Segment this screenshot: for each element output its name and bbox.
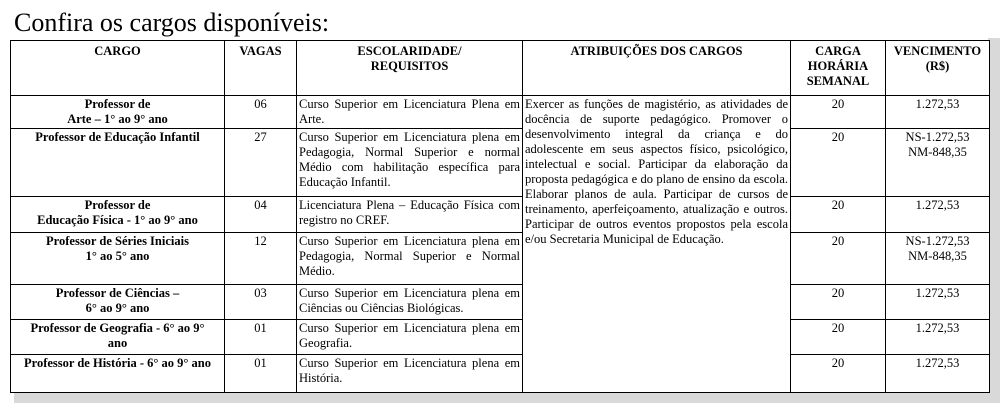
vagas-cell: 03 (225, 285, 297, 320)
cargo-cell: Professor de Séries Iniciais 1° ao 5° ano (11, 233, 225, 285)
cargo-cell: Professor de Geografia - 6° ao 9° ano (11, 320, 225, 355)
vagas-cell: 01 (225, 355, 297, 393)
escolaridade-cell: Curso Superior em Licenciatura plena em Geografia. (297, 320, 523, 355)
header-escolaridade: ESCOLARIDADE/ REQUISITOS (297, 41, 523, 96)
cargo-cell: Professor de História - 6° ao 9° ano (11, 355, 225, 393)
table-row (11, 197, 990, 233)
carga-cell: 20 (791, 197, 886, 233)
table-row (11, 129, 990, 197)
table-row (11, 285, 990, 320)
cargo-cell: Professor de Educação Física - 1° ao 9° ano (11, 197, 225, 233)
table-row (11, 355, 990, 393)
escolaridade-cell: Curso Superior em Licenciatura plena em Pedagogia, Normal Superior e normal Médio com habilitação específica para Educação Infantil. (297, 129, 523, 197)
carga-cell: 20 (791, 129, 886, 197)
vagas-cell: 27 (225, 129, 297, 197)
vencimento-cell: 1.272,53 (886, 96, 990, 129)
header-carga-horaria: CARGA HORÁRIA SEMANAL (791, 41, 886, 96)
carga-cell: 20 (791, 285, 886, 320)
vencimento-cell: NS-1.272,53 NM-848,35 (886, 129, 990, 197)
cargos-table (10, 40, 990, 393)
escolaridade-cell: Curso Superior em Licenciatura plena em Ciências ou Ciências Biológicas. (297, 285, 523, 320)
vencimento-cell: 1.272,53 (886, 355, 990, 393)
cargo-cell: Professor de Educação Infantil (11, 129, 225, 197)
vencimento-cell: NS-1.272,53 NM-848,35 (886, 233, 990, 285)
carga-cell: 20 (791, 233, 886, 285)
table-row (11, 320, 990, 355)
escolaridade-cell: Curso Superior em Licenciatura plena em Pedagogia, Normal Superior e Normal Médio. (297, 233, 523, 285)
header-vencimento: VENCIMENTO (R$) (886, 41, 990, 96)
vencimento-cell: 1.272,53 (886, 285, 990, 320)
escolaridade-cell: Curso Superior em Licenciatura plena em História. (297, 355, 523, 393)
escolaridade-cell: Licenciatura Plena – Educação Física com registro no CREF. (297, 197, 523, 233)
vagas-cell: 12 (225, 233, 297, 285)
page-title: Confira os cargos disponíveis: (14, 8, 330, 37)
table-shadow-bottom (14, 393, 1000, 403)
vagas-cell: 04 (225, 197, 297, 233)
escolaridade-cell: Curso Superior em Licenciatura Plena em Arte. (297, 96, 523, 129)
table-header-row (11, 41, 990, 96)
header-atribuicoes: ATRIBUIÇÕES DOS CARGOS (523, 41, 791, 96)
header-cargo: CARGO (11, 41, 225, 96)
cargo-cell: Professor de Arte – 1° ao 9° ano (11, 96, 225, 129)
carga-cell: 20 (791, 355, 886, 393)
atribuicoes-cell: Exercer as funções de magistério, as atividades de docência de suporte pedagógico. Promover o desenvolvimento integral da criança e do adolescente em seus aspectos físico, psicológico, intelectual e social. Participar da elaboração da proposta pedagógica e do plano de ensino da escola. Elaborar planos de aula. Participar de cursos de treinamento, aperfeiçoamento, atualização e outros. Participar de outros eventos propostos pela escola e/ou Secretaria Municipal de Educação. (523, 96, 791, 393)
table-row (11, 233, 990, 285)
carga-cell: 20 (791, 320, 886, 355)
vagas-cell: 01 (225, 320, 297, 355)
vagas-cell: 06 (225, 96, 297, 129)
vencimento-cell: 1.272,53 (886, 320, 990, 355)
table-row (11, 96, 990, 129)
cargo-cell: Professor de Ciências – 6° ao 9° ano (11, 285, 225, 320)
vencimento-cell: 1.272,53 (886, 197, 990, 233)
carga-cell: 20 (791, 96, 886, 129)
header-vagas: VAGAS (225, 41, 297, 96)
